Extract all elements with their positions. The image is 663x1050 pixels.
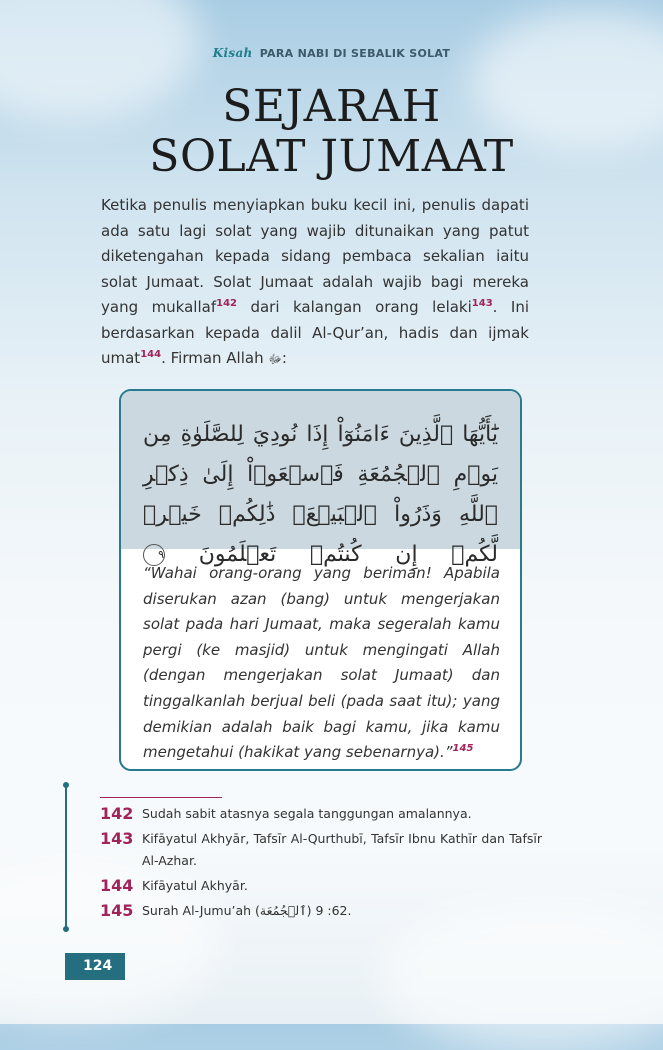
footnote-rule-vertical: [65, 785, 67, 930]
footnote-item: [100, 803, 542, 825]
series-title: PARA NABI DI SEBALIK SOLAT: [259, 47, 451, 60]
footnote-ref-143[interactable]: 143: [471, 298, 493, 309]
footnote-rule-dot: [63, 926, 69, 932]
footnote-number: 145: [100, 901, 134, 920]
body-text-part: dari kalangan orang lelaki: [236, 298, 472, 316]
body-paragraph: [101, 193, 529, 373]
footnote-item: [100, 828, 542, 872]
footnote-number: 144: [100, 876, 134, 895]
footnote-ref-145[interactable]: 145: [452, 743, 474, 755]
footnote-rule-dot: [63, 782, 69, 788]
footnote-text: Kifāyatul Akhyār, Tafsīr Al-Qurthubī, Tafsīr Ibnu Kathīr dan Tafsīr Al-Azhar.: [142, 831, 542, 868]
footnote-item: [100, 875, 542, 897]
page-number: 124: [65, 953, 125, 980]
arabic-verse-text: يَٰٓأَيُّهَا ٱلَّذِينَ ءَامَنُوٓاْ إِذَا نُودِيَ لِلصَّلَوٰةِ مِن يَوۡمِ ٱلۡجُمُعَةِ فَٱسۡعَوۡاْ إِلَىٰ ذِكۡرِ ٱللَّهِ وَذَرُواْ ٱلۡبَيۡعَۚ ذَٰلِكُمۡ خَيۡرٞ لَّكُمۡ إِن كُنتُمۡ تَعۡلَمُونَ: [143, 422, 498, 567]
verse-translation: [121, 549, 520, 766]
verse-end-marker: ٩: [143, 544, 165, 566]
footnote-text: Kifāyatul Akhyār.: [142, 878, 248, 893]
body-text-part: . Firman Allah: [161, 349, 269, 367]
footnote-text: Sudah sabit atasnya segala tanggungan amalannya.: [142, 806, 472, 821]
footnote-number: 142: [100, 804, 134, 823]
translation-text: “Wahai orang-orang yang beriman! Apabila diserukan azan (bang) untuk mengerjakan solat pada hari Jumaat, maka segeralah kamu pergi (ke masjid) untuk mengingati Allah (dengan mengerjakan solat Jumaat) dan tinggalkanlah berjual beli (pada saat itu); yang demikian adalah baik bagi kamu, jika kamu mengetahui (hakikat yang sebenarnya).”: [143, 564, 500, 762]
series-script: Kisah: [212, 46, 253, 60]
footnote-ref-144[interactable]: 144: [140, 349, 162, 360]
footnote-number: 143: [100, 829, 134, 848]
body-text-part: . Ini berdasarkan kepada dalil Al-Qur’an, hadis dan ijmak umat: [101, 298, 530, 367]
body-text-part: :: [281, 349, 287, 367]
footnote-separator: [100, 797, 222, 798]
footnote-item: [100, 900, 542, 922]
chapter-title-line-2: SOLAT JUMAAT: [149, 131, 514, 182]
running-header: [0, 46, 663, 60]
arabic-verse: [121, 391, 520, 567]
honorific-glyph: ﷻ: [268, 352, 282, 366]
footnotes-list: [100, 803, 542, 925]
footnote-ref-142[interactable]: 142: [216, 298, 237, 309]
body-text-part: Ketika penulis menyiapkan buku kecil ini, penulis dapati ada satu lagi solat yang wajib ditunaikan yang patut diketengahan kepada sidang pembaca sekalian iaitu solat Jumaat. Solat Jumaat adalah wajib bagi mereka yang mukallaf: [101, 196, 529, 316]
quran-verse-box: [119, 389, 522, 771]
chapter-title-line-1: SEJARAH: [222, 81, 441, 132]
footnote-text: Surah Al-Jumu’ah (ٱلۡجُمُعَة) 62: 9.: [142, 903, 352, 918]
chapter-title: [0, 82, 663, 182]
